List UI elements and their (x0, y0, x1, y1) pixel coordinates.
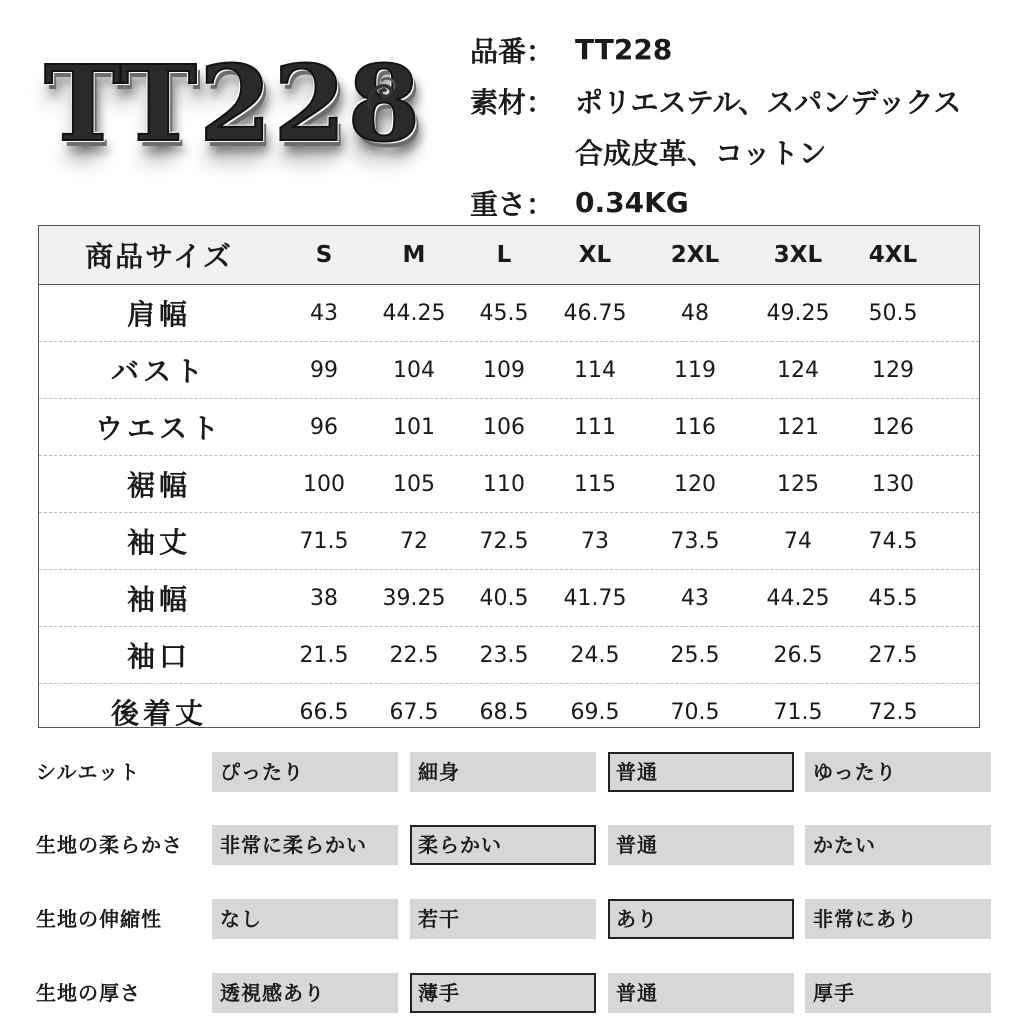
measurement-value: 121 (777, 414, 819, 440)
measurement-value: 96 (310, 414, 338, 440)
attribute-label: 生地の伸縮性 (36, 907, 162, 931)
size-row (39, 285, 979, 342)
measurement-label: 裾幅 (126, 469, 191, 502)
spec-row-material-cont (470, 126, 1015, 177)
measurement-value: 39.25 (382, 585, 446, 611)
spec-key: 品番： (470, 34, 555, 68)
measurement-value: 43 (681, 585, 709, 611)
measurement-value: 73 (581, 528, 609, 554)
attribute-option: ぴったり (212, 752, 398, 792)
measurement-value: 73.5 (670, 528, 720, 554)
measurement-value: 44.25 (766, 585, 830, 611)
measurement-value: 130 (872, 471, 914, 497)
attribute-option: 非常にあり (805, 899, 991, 939)
attribute-option: かたい (805, 825, 991, 865)
measurement-value: 24.5 (570, 642, 620, 668)
measurement-value: 126 (872, 414, 914, 440)
size-col-header: 2XL (670, 242, 720, 268)
size-row (39, 684, 979, 740)
measurement-value: 101 (393, 414, 435, 440)
size-row (39, 513, 979, 570)
spec-row-material (470, 75, 1015, 126)
attribute-option: なし (212, 899, 398, 939)
spec-key: 重さ： (470, 187, 555, 221)
size-row (39, 342, 979, 399)
measurement-value: 70.5 (670, 699, 720, 725)
measurement-value: 46.75 (563, 300, 627, 326)
size-row (39, 456, 979, 513)
spec-key: 素材： (470, 85, 555, 119)
spec-row-weight (470, 177, 1015, 228)
product-spec (470, 24, 1015, 228)
measurement-value: 23.5 (479, 642, 529, 668)
measurement-value: 45.5 (868, 585, 918, 611)
attribute-option: 非常に柔らかい (212, 825, 398, 865)
size-table (38, 225, 980, 728)
attribute-option: ゆったり (805, 752, 991, 792)
spec-value: TT228 (575, 33, 673, 66)
measurement-value: 72.5 (479, 528, 529, 554)
size-table-body (39, 285, 979, 740)
measurement-value: 25.5 (670, 642, 720, 668)
measurement-value: 71.5 (299, 528, 349, 554)
attribute-label: 生地の厚さ (36, 981, 141, 1005)
attribute-row (0, 752, 1024, 792)
measurement-value: 44.25 (382, 300, 446, 326)
logo-text: TT228 (44, 42, 423, 165)
attribute-row (0, 973, 1024, 1013)
size-row (39, 399, 979, 456)
attribute-option: 透視感あり (212, 973, 398, 1013)
size-row (39, 627, 979, 684)
measurement-value: 124 (777, 357, 819, 383)
spec-value: ポリエステル、スパンデックス (575, 85, 962, 119)
measurement-value: 22.5 (389, 642, 439, 668)
attribute-option: 普通 (608, 973, 794, 1013)
header-label: 商品サイズ (85, 240, 233, 273)
measurement-value: 99 (310, 357, 338, 383)
measurement-value: 125 (777, 471, 819, 497)
attribute-label: 生地の柔らかさ (36, 833, 183, 857)
measurement-value: 109 (483, 357, 525, 383)
spec-value: 合成皮革、コットン (575, 136, 827, 170)
measurement-value: 68.5 (479, 699, 529, 725)
attribute-row (0, 899, 1024, 939)
attribute-option-selected: あり (608, 899, 794, 939)
spec-row-product-number (470, 24, 1015, 75)
size-col-header: XL (578, 242, 612, 268)
measurement-value: 111 (574, 414, 616, 440)
measurement-value: 105 (393, 471, 435, 497)
measurement-value: 72 (400, 528, 428, 554)
attribute-option: 若干 (410, 899, 596, 939)
measurement-value: 40.5 (479, 585, 529, 611)
attribute-option-selected: 柔らかい (410, 825, 596, 865)
measurement-value: 41.75 (563, 585, 627, 611)
measurement-value: 38 (310, 585, 338, 611)
attribute-option: 厚手 (805, 973, 991, 1013)
measurement-value: 74.5 (868, 528, 918, 554)
measurement-value: 21.5 (299, 642, 349, 668)
measurement-value: 74 (784, 528, 812, 554)
measurement-label: 袖幅 (126, 583, 191, 616)
attribute-option: 普通 (608, 825, 794, 865)
product-logo (44, 34, 423, 174)
measurement-value: 106 (483, 414, 525, 440)
measurement-value: 43 (310, 300, 338, 326)
swirl-ornament-icon (362, 74, 402, 114)
measurement-value: 104 (393, 357, 435, 383)
measurement-value: 120 (674, 471, 716, 497)
size-col-header: 4XL (868, 242, 918, 268)
measurement-label: 肩幅 (126, 298, 191, 331)
attribute-option-selected: 薄手 (410, 973, 596, 1013)
measurement-value: 114 (574, 357, 616, 383)
measurement-value: 49.25 (766, 300, 830, 326)
measurement-value: 45.5 (479, 300, 529, 326)
measurement-value: 27.5 (868, 642, 918, 668)
measurement-value: 116 (674, 414, 716, 440)
measurement-value: 67.5 (389, 699, 439, 725)
size-row (39, 570, 979, 627)
measurement-label: ウエスト (94, 412, 223, 445)
measurement-value: 129 (872, 357, 914, 383)
spec-value: 0.34KG (575, 186, 689, 219)
size-col-header: S (315, 242, 333, 268)
size-col-header: 3XL (773, 242, 823, 268)
measurement-value: 119 (674, 357, 716, 383)
attribute-row (0, 825, 1024, 865)
attribute-label: シルエット (36, 760, 141, 784)
measurement-label: 後着丈 (110, 697, 207, 730)
measurement-value: 72.5 (868, 699, 918, 725)
measurement-value: 66.5 (299, 699, 349, 725)
measurement-label: バスト (110, 355, 207, 388)
attribute-option-selected: 普通 (608, 752, 794, 792)
measurement-label: 袖口 (126, 640, 191, 673)
measurement-value: 48 (681, 300, 709, 326)
measurement-value: 69.5 (570, 699, 620, 725)
measurement-value: 50.5 (868, 300, 918, 326)
attribute-option: 細身 (410, 752, 596, 792)
measurement-value: 100 (303, 471, 345, 497)
measurement-value: 115 (574, 471, 616, 497)
measurement-value: 71.5 (773, 699, 823, 725)
size-col-header: M (402, 242, 426, 268)
measurement-value: 26.5 (773, 642, 823, 668)
size-table-header (39, 226, 979, 285)
measurement-value: 110 (483, 471, 525, 497)
measurement-label: 袖丈 (126, 526, 191, 559)
size-col-header: L (496, 242, 512, 268)
